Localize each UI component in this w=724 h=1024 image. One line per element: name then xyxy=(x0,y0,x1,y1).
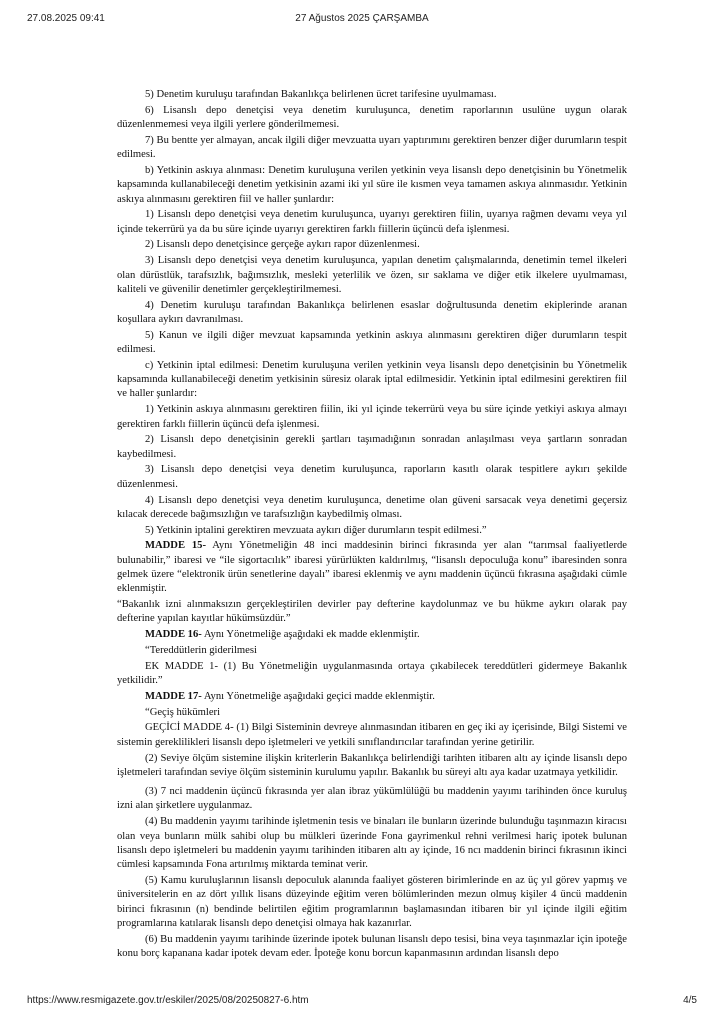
paragraph xyxy=(117,628,627,642)
paragraph-text: 2) Lisanslı depo denetçisince gerçeğe aykırı rapor düzenlenmesi. xyxy=(145,239,420,251)
document-body xyxy=(117,88,627,963)
paragraph-text: 2) Lisanslı depo denetçisinin gerekli şartları taşımadığının sonradan anlaşılması veya şartların sonradan kaybedilmesi. xyxy=(117,434,627,460)
paragraph xyxy=(117,359,627,402)
paragraph-text: (2) Seviye ölçüm sistemine ilişkin kriterlerin Bakanlıkça belirlendiği tarihten itibaren altı ay içinde lisanslı depo işletmeleri tarafından seviye ölçüm sisteminin kurulumu yapılır. Bakanlık bu süreyi altı aya kadar uzatmaya yetkilidir. xyxy=(117,752,627,778)
paragraph xyxy=(117,104,627,133)
paragraph xyxy=(117,463,627,492)
paragraph-text: 7) Bu bentte yer almayan, ancak ilgili diğer mevzuatta uyarı yaptırımını gerektiren benzer diğer durumların tespit edilmesi. xyxy=(117,134,627,161)
paragraph-text: Aynı Yönetmeliğin 48 inci maddesinin birinci fıkrasında yer alan “tarımsal faaliyetlerde bulunabilir,” ibaresi ve “ile sigortacılık” ibaresi yürürlükten kaldırılmış, “lisanslı depoculuğa konu” ibaresinden sonra gelmek üzere “elektronik ürün senetlerine dayalı” ibaresi eklenmiş ve aynı maddenin üçüncü fıkrasına aşağıdaki cümle eklenmiştir. xyxy=(117,540,627,595)
paragraph xyxy=(117,721,627,750)
paragraph xyxy=(117,706,627,720)
print-datetime: 27.08.2025 09:41 xyxy=(27,13,105,24)
paragraph xyxy=(117,164,627,207)
paragraph xyxy=(117,134,627,163)
paragraph xyxy=(117,933,627,962)
page-url[interactable]: https://www.resmigazete.gov.tr/eskiler/2025/08/20250827-6.htm xyxy=(27,995,309,1006)
paragraph xyxy=(117,660,627,689)
paragraph xyxy=(117,524,627,538)
paragraph xyxy=(117,690,627,704)
paragraph-text: “Tereddütlerin giderilmesi xyxy=(145,644,257,656)
paragraph-text: 6) Lisanslı depo denetçisi veya denetim kuruluşunca, denetim raporlarının usulüne uygun olarak düzenlenmemesi veya ilgili yerlere gönderilmemesi. xyxy=(117,104,627,131)
paragraph xyxy=(117,254,627,297)
paragraph xyxy=(117,598,627,627)
gazette-date: 27 Ağustos 2025 ÇARŞAMBA xyxy=(295,13,429,24)
print-header xyxy=(0,13,724,29)
paragraph xyxy=(117,433,627,462)
paragraph-text: 4) Denetim kuruluşu tarafından Bakanlıkça belirlenen esaslar doğrultusunda denetim ekiplerinde aranan koşullara aykırı davranılması. xyxy=(117,299,627,325)
paragraph-text: 5) Yetkinin iptalini gerektiren mevzuata aykırı diğer durumların tespit edilmesi.” xyxy=(145,524,487,536)
paragraph xyxy=(117,494,627,523)
paragraph-text: “Bakanlık izni alınmaksızın gerçekleştirilen devirler pay defterine kaydolunmaz ve bu hükme aykırı olarak pay defterine yapılan kayıtlar hükümsüzdür.” xyxy=(117,599,627,625)
paragraph-text: 1) Yetkinin askıya alınmasını gerektiren fiilin, iki yıl içinde tekerrürü veya bu süre içinde yetkiyi askıya almayı gerektiren farklı fiillerin üçüncü defa işlenmesi. xyxy=(117,404,627,430)
paragraph xyxy=(117,403,627,432)
paragraph-text: “Geçiş hükümleri xyxy=(145,706,221,718)
paragraph xyxy=(117,874,627,931)
paragraph-text: 4) Lisanslı depo denetçisi veya denetim kuruluşunca, denetime olan güveni sarsacak veya denetimi geçersiz kılacak derecede bağımsızlığın ve tarafsızlığın kaybedilmiş olması. xyxy=(117,494,627,520)
paragraph-text: 5) Kanun ve ilgili diğer mevzuat kapsamında yetkinin askıya alınmasını gerektiren diğer durumların tespit edilmesi. xyxy=(117,329,627,356)
paragraph-text: (6) Bu maddenin yayımı tarihinde üzerinde ipotek bulunan lisanslı depo tesisi, bina veya taşınmazlar için ipoteğe konu borç kapanana kadar ipotek devam eder. İpoteğe konu borcun kapanmasının ardından lisanslı depo xyxy=(117,933,627,959)
page-number: 4/5 xyxy=(683,995,697,1006)
paragraph-text: 5) Denetim kuruluşu tarafından Bakanlıkça belirlenen ücret tarifesine uyulmaması. xyxy=(145,89,497,100)
paragraph-text: (3) 7 nci maddenin üçüncü fıkrasında yer alan ibraz yükümlülüğü bu maddenin yayımı tarihinden önce kuruluş izni alan şirketlere uygulanmaz. xyxy=(117,786,627,812)
article-number: MADDE 15- xyxy=(145,540,206,552)
paragraph-text: 3) Lisanslı depo denetçisi veya denetim kuruluşunca, raporların kasıtlı olarak tespitlere aykırı şekilde düzenlenmesi. xyxy=(117,464,627,490)
paragraph-text: b) Yetkinin askıya alınması: Denetim kuruluşuna verilen yetkinin veya lisanslı depo denetçisinin bu Yönetmelik kapsamında kullanabileceği denetim yetkisinin azami iki yıl süre ile kısmen veya tamamen askıya alınmasıdır. Yetkinin askıya alınmasını gerektiren fiil ve haller şunlardır: xyxy=(117,164,627,205)
paragraph-text: 3) Lisanslı depo denetçisi veya denetim kuruluşunca, yapılan denetim çalışmalarında, denetimin temel ilkeleri olan dürüstlük, tarafsızlık, bağımsızlık, mesleki yeterlilik ve özen, sır saklama ve diğer etik ilkelere uyulmaması, kaliteli ve güvenilir denetimler gerçekleştirilmemesi. xyxy=(117,255,627,295)
paragraph xyxy=(117,644,627,658)
paragraph-text: (4) Bu maddenin yayımı tarihinde işletmenin tesis ve binaları ile bunların üzerinde bulunduğu taşınmazın kiracısı olan veya bunların mülk sahibi olup bu mülkleri üzerinde Fona gayrimenkul rehni verilmesi hariç ipotek bulunan lisanslı depo işletmeleri bu maddenin yayımı tarihinden itibaren altı ay içinde, 16 ncı maddenin birinci fıkrasının ikinci cümlesi kapsamında Fona artırılmış miktarda teminat verir. xyxy=(117,816,627,871)
paragraph xyxy=(117,785,627,814)
paragraph-text: Aynı Yönetmeliğe aşağıdaki geçici madde eklenmiştir. xyxy=(201,690,435,702)
paragraph-text: Aynı Yönetmeliğe aşağıdaki ek madde eklenmiştir. xyxy=(201,629,420,641)
paragraph xyxy=(117,88,627,102)
paragraph-text: GEÇİCİ MADDE 4- (1) Bilgi Sisteminin devreye alınmasından itibaren en geç iki ay içerisinde, Bilgi Sistemi ve sistemin gereklilikleri lisanslı depo işletmeleri ve yetkili sınıflandırıcılar tarafından yerine getirilir. xyxy=(117,722,627,748)
paragraph-text: (5) Kamu kuruluşlarının lisanslı depoculuk alanında faaliyet gösteren birimlerinde en az üç yıl görev yapmış ve üniversitelerin en az dört yıllık lisans düzeyinde eğitim veren bölümlerinden mezun olmuş kişiler 4 üncü maddenin birinci fıkrasının (n) bendinde belirtilen eğitim programlarının başlamasından itibaren bir yıl içinde ilgili eğitim programlarına katılarak lisanslı depo denetçisi olmaya hak kazanırlar. xyxy=(117,874,627,929)
article-number: MADDE 16- xyxy=(145,629,202,641)
paragraph xyxy=(117,238,627,252)
paragraph xyxy=(117,752,627,781)
paragraph xyxy=(117,815,627,872)
paragraph-text: EK MADDE 1- (1) Bu Yönetmeliğin uygulanmasında ortaya çıkabilecek tereddütleri gidermeye Bakanlık yetkilidir.” xyxy=(117,660,627,687)
paragraph-text: c) Yetkinin iptal edilmesi: Denetim kuruluşuna verilen yetkinin veya lisanslı depo denetçisinin bu Yönetmelik kapsamında kullanabileceği denetim yetkisinin süresiz olarak iptal edilmesidir. Yetkinin iptal edilmesini gerektiren fiil ve haller şunlardır: xyxy=(117,359,627,400)
paragraph xyxy=(117,329,627,358)
paragraph xyxy=(117,539,627,596)
paragraph-text: 1) Lisanslı depo denetçisi veya denetim kuruluşunca, uyarıyı gerektiren fiilin, uyarıya rağmen devamı veya yıl içinde tekerrürü ya da bu süre içinde uyarıyı gerektiren farklı fiillerin üçüncü defa işlenmesi. xyxy=(117,209,627,235)
paragraph xyxy=(117,299,627,328)
print-footer xyxy=(0,995,724,1011)
article-number: MADDE 17- xyxy=(145,690,202,702)
paragraph xyxy=(117,208,627,237)
